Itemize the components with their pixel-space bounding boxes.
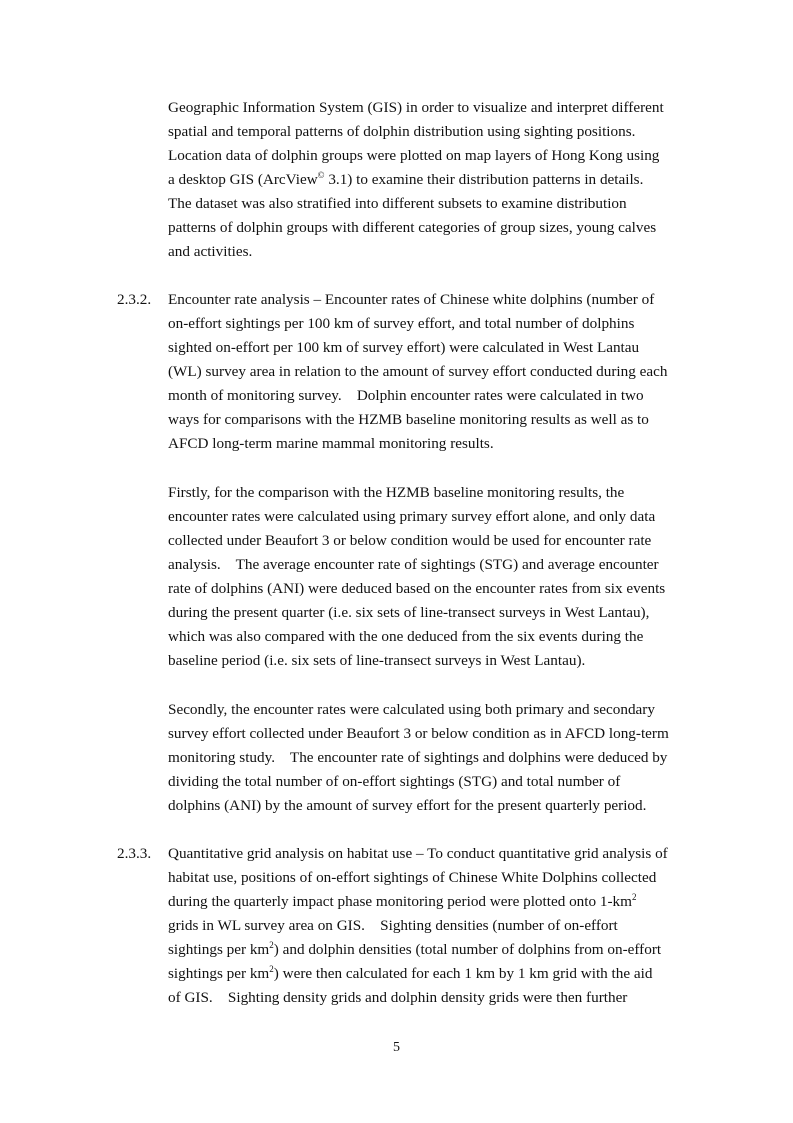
text-line: patterns of dolphin groups with different categories of group sizes, young calves xyxy=(168,219,657,236)
section-number-2-3-3: 2.3.3. xyxy=(117,845,152,862)
paragraph-secondly xyxy=(168,698,708,818)
text-line: AFCD long-term marine mammal monitoring results. xyxy=(168,435,494,452)
section-number-2-3-2: 2.3.2. xyxy=(117,291,152,308)
text-line: habitat use, positions of on-effort sightings of Chinese White Dolphins collected xyxy=(168,869,657,886)
text-fragment: 3.1) to examine their distribution patterns in details. xyxy=(324,171,644,188)
text-fragment: sightings per km xyxy=(168,965,270,982)
text-line: survey effort collected under Beaufort 3 or below condition as in AFCD long-term xyxy=(168,725,669,742)
text-line: ways for comparisons with the HZMB baseline monitoring results as well as to xyxy=(168,411,649,428)
squared-superscript: 2 xyxy=(269,964,274,974)
text-fragment: ) and dolphin densities (total number of dolphins from on-effort xyxy=(273,941,662,958)
text-line: Quantitative grid analysis on habitat use – To conduct quantitative grid analysis of xyxy=(168,845,668,862)
text-line: analysis. The average encounter rate of sightings (STG) and average encounter xyxy=(168,556,659,573)
text-fragment: a desktop GIS (ArcView xyxy=(168,171,318,188)
copyright-superscript: © xyxy=(317,170,325,180)
text-line: Secondly, the encounter rates were calculated using both primary and secondary xyxy=(168,701,655,718)
text-line xyxy=(168,168,708,192)
text-line xyxy=(168,890,708,914)
paragraph-gis-intro xyxy=(168,96,708,264)
text-line: collected under Beaufort 3 or below condition would be used for encounter rate xyxy=(168,532,652,549)
text-line: Location data of dolphin groups were plotted on map layers of Hong Kong using xyxy=(168,147,660,164)
text-line: The dataset was also stratified into different subsets to examine distribution xyxy=(168,195,627,212)
text-line: sighted on-effort per 100 km of survey effort) were calculated in West Lantau xyxy=(168,339,640,356)
text-line: which was also compared with the one deduced from the six events during the xyxy=(168,628,644,645)
paragraph-firstly xyxy=(168,481,708,673)
text-line: encounter rates were calculated using primary survey effort alone, and only data xyxy=(168,508,656,525)
text-line: spatial and temporal patterns of dolphin distribution using sighting positions. xyxy=(168,123,636,140)
text-line: rate of dolphins (ANI) were deduced based on the encounter rates from six events xyxy=(168,580,666,597)
section-quantitative-grid-analysis xyxy=(168,842,708,1010)
text-fragment: ) were then calculated for each 1 km by 1 km grid with the aid xyxy=(273,965,653,982)
text-line: dividing the total number of on-effort sightings (STG) and total number of xyxy=(168,773,621,790)
page-number: 5 xyxy=(393,1040,400,1055)
text-line: Firstly, for the comparison with the HZMB baseline monitoring results, the xyxy=(168,484,625,501)
squared-superscript: 2 xyxy=(631,892,637,902)
text-line: baseline period (i.e. six sets of line-transect surveys in West Lantau). xyxy=(168,652,586,669)
text-line: of GIS. Sighting density grids and dolphin density grids were then further xyxy=(168,989,628,1006)
text-line: dolphins (ANI) by the amount of survey effort for the present quarterly period. xyxy=(168,797,647,814)
text-line: month of monitoring survey. Dolphin encounter rates were calculated in two xyxy=(168,387,644,404)
text-line: Encounter rate analysis – Encounter rates of Chinese white dolphins (number of xyxy=(168,291,655,308)
text-line xyxy=(168,938,708,962)
text-fragment: during the quarterly impact phase monitoring period were plotted onto 1-km xyxy=(168,893,632,910)
text-line: during the present quarter (i.e. six sets of line-transect surveys in West Lantau), xyxy=(168,604,650,621)
section-encounter-rate-analysis xyxy=(168,288,708,456)
squared-superscript: 2 xyxy=(269,940,274,950)
text-line: Geographic Information System (GIS) in order to visualize and interpret different xyxy=(168,99,664,116)
text-line xyxy=(168,962,708,986)
text-line: grids in WL survey area on GIS. Sighting densities (number of on-effort xyxy=(168,917,618,934)
text-line: monitoring study. The encounter rate of sightings and dolphins were deduced by xyxy=(168,749,668,766)
text-line: on-effort sightings per 100 km of survey effort, and total number of dolphins xyxy=(168,315,635,332)
text-fragment: sightings per km xyxy=(168,941,270,958)
text-line: (WL) survey area in relation to the amount of survey effort conducted during each xyxy=(168,363,668,380)
text-line: and activities. xyxy=(168,243,253,260)
